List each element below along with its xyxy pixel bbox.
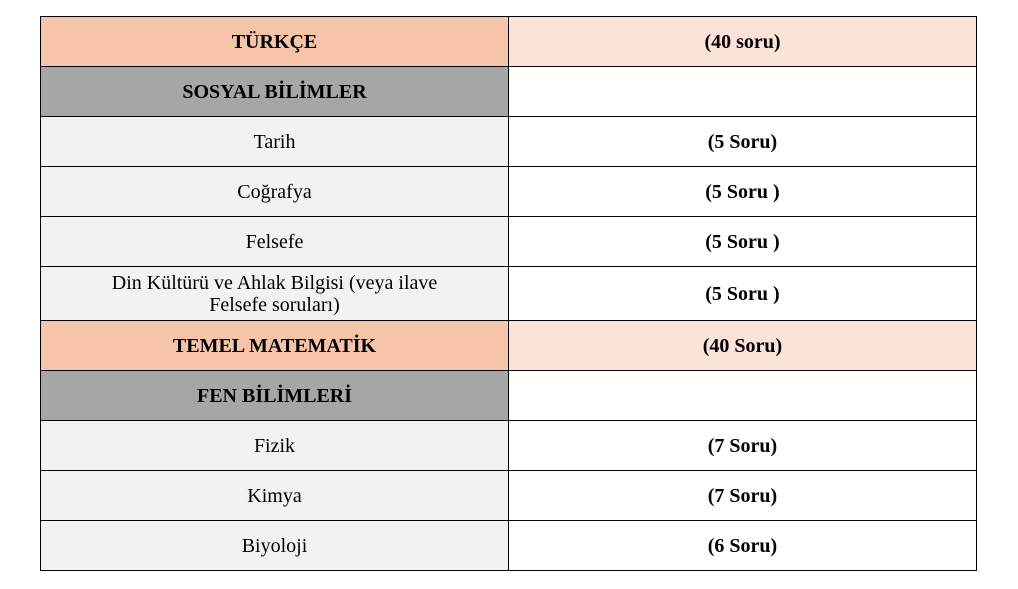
empty-cell: [509, 67, 977, 117]
subject-label: TÜRKÇE: [41, 17, 509, 67]
subject-label: Kimya: [41, 471, 509, 521]
row-din-kulturu: [41, 267, 977, 321]
subject-label: Felsefe: [41, 217, 509, 267]
subject-label: Din Kültürü ve Ahlak Bilgisi (veya ilave Felsefe soruları): [41, 267, 509, 321]
row-turkce: [41, 17, 977, 67]
row-kimya: [41, 471, 977, 521]
subject-label: TEMEL MATEMATİK: [41, 321, 509, 371]
section-label: FEN BİLİMLERİ: [41, 371, 509, 421]
question-count: (5 Soru): [509, 117, 977, 167]
question-count: (40 Soru): [509, 321, 977, 371]
question-count: (5 Soru ): [509, 167, 977, 217]
question-count: (40 soru): [509, 17, 977, 67]
subject-label: Coğrafya: [41, 167, 509, 217]
question-count: (5 Soru ): [509, 267, 977, 321]
subject-label: Biyoloji: [41, 521, 509, 571]
row-felsefe: [41, 217, 977, 267]
row-sosyal-bilimler: [41, 67, 977, 117]
row-tarih: [41, 117, 977, 167]
row-biyoloji: [41, 521, 977, 571]
empty-cell: [509, 371, 977, 421]
question-count: (7 Soru): [509, 421, 977, 471]
row-temel-matematik: [41, 321, 977, 371]
row-cografya: [41, 167, 977, 217]
question-count: (5 Soru ): [509, 217, 977, 267]
question-count: (7 Soru): [509, 471, 977, 521]
row-fen-bilimleri: [41, 371, 977, 421]
exam-subjects-table: [40, 16, 977, 571]
row-fizik: [41, 421, 977, 471]
subject-label: Tarih: [41, 117, 509, 167]
subject-label: Fizik: [41, 421, 509, 471]
section-label: SOSYAL BİLİMLER: [41, 67, 509, 117]
question-count: (6 Soru): [509, 521, 977, 571]
